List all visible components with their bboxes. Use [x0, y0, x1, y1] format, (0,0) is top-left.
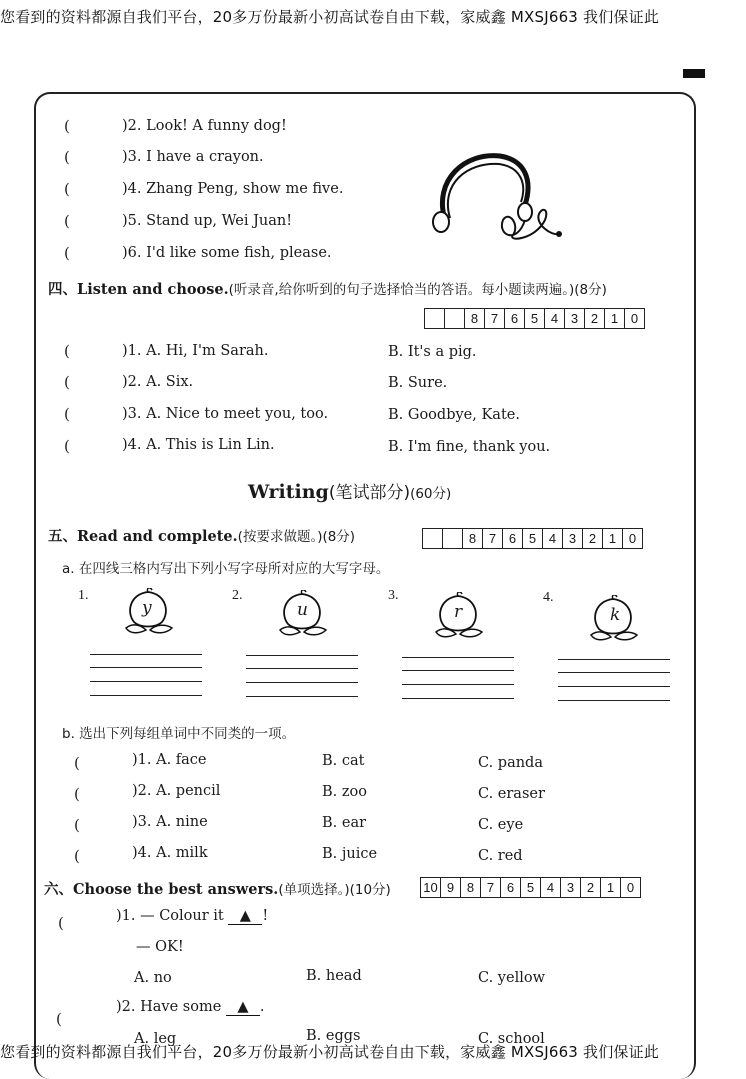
- score-cell: [422, 528, 443, 549]
- answer-paren[interactable]: (: [64, 342, 70, 360]
- score-cell: 3: [564, 308, 585, 329]
- score-cell: [442, 528, 463, 549]
- score-cell: 2: [580, 877, 601, 898]
- blank-triangle: ▲: [228, 908, 262, 925]
- answer-paren[interactable]: (: [64, 212, 70, 230]
- lowercase-letter: k: [610, 605, 621, 625]
- score-cell: 4: [544, 308, 565, 329]
- blank-triangle: ▲: [226, 999, 260, 1016]
- answer-paren[interactable]: (: [56, 1010, 62, 1028]
- section-heading: 五、Read and complete.: [48, 528, 238, 545]
- answer-paren[interactable]: (: [64, 180, 70, 198]
- score-cell: 1: [602, 528, 623, 549]
- score-box: [423, 528, 643, 548]
- option-a: )4. A. This is Lin Lin.: [122, 437, 275, 453]
- answer-paren[interactable]: (: [58, 914, 64, 932]
- writing-grid[interactable]: [558, 659, 670, 703]
- question-end: .: [259, 999, 265, 1015]
- score-cell: 3: [560, 877, 581, 898]
- score-cell: 1: [600, 877, 621, 898]
- answer-paren[interactable]: (: [64, 405, 70, 423]
- question-number: 4.: [543, 590, 554, 605]
- exam-frame: [34, 92, 696, 1079]
- reply-text: — OK!: [136, 939, 184, 955]
- score-cell: 2: [584, 308, 605, 329]
- option-a: )1. A. Hi, I'm Sarah.: [122, 343, 269, 359]
- option-b: B. cat: [322, 753, 365, 769]
- watermark-bottom: 您看到的资料都源自我们平台，20多万份最新小初高试卷自由下载，家威鑫 MXSJ663 我们保证此: [0, 1043, 660, 1061]
- option-a: )3. A. nine: [132, 814, 208, 830]
- writing-points: (60分): [410, 486, 452, 502]
- lowercase-letter: u: [297, 600, 308, 620]
- question-number: 1.: [78, 588, 89, 603]
- score-cell: [424, 308, 445, 329]
- answer-paren[interactable]: (: [64, 244, 70, 262]
- answer-paren[interactable]: (: [74, 816, 80, 834]
- answer-paren[interactable]: (: [74, 754, 80, 772]
- option-a: )2. A. Six.: [122, 374, 194, 390]
- list-item: )5. Stand up, Wei Juan!: [122, 213, 293, 229]
- score-cell: 9: [440, 877, 461, 898]
- option-a: )1. A. face: [132, 752, 207, 768]
- section-title-part5: [48, 525, 355, 546]
- option-a: A. leg: [134, 1031, 177, 1047]
- writing-grid[interactable]: [246, 655, 358, 699]
- section-heading: 六、Choose the best answers.: [44, 881, 279, 898]
- score-cell: [444, 308, 465, 329]
- option-c: C. yellow: [478, 970, 545, 986]
- option-b: B. Goodbye, Kate.: [388, 407, 520, 423]
- section-instruction: (单项选择。)(10分): [278, 882, 391, 898]
- question-2: [116, 999, 265, 1016]
- answer-paren[interactable]: (: [64, 117, 70, 135]
- score-cell: 0: [620, 877, 641, 898]
- score-cell: 5: [520, 877, 541, 898]
- list-item: )3. I have a crayon.: [122, 149, 264, 165]
- list-item: )6. I'd like some fish, please.: [122, 245, 332, 261]
- option-c: C. red: [478, 848, 523, 864]
- score-box: [421, 877, 641, 897]
- option-b: B. It's a pig.: [388, 344, 477, 360]
- score-cell: 10: [420, 877, 441, 898]
- writing-grid[interactable]: [90, 654, 202, 698]
- score-cell: 1: [604, 308, 625, 329]
- score-cell: 8: [462, 528, 483, 549]
- option-a: )4. A. milk: [132, 845, 208, 861]
- section-title-part4: [48, 278, 607, 299]
- section-heading: 四、Listen and choose.: [48, 281, 229, 298]
- option-c: C. eye: [478, 817, 524, 833]
- question-text: )2. Have some: [116, 999, 222, 1015]
- writing-grid[interactable]: [402, 657, 514, 701]
- option-b: B. I'm fine, thank you.: [388, 439, 551, 455]
- score-cell: 6: [500, 877, 521, 898]
- score-cell: 4: [540, 877, 561, 898]
- option-b: B. zoo: [322, 784, 367, 800]
- list-item: )4. Zhang Peng, show me five.: [122, 181, 344, 197]
- section-instruction: (按要求做题。)(8分): [237, 529, 356, 545]
- list-item: )2. Look! A funny dog!: [122, 118, 287, 134]
- option-c: C. panda: [478, 755, 543, 771]
- question-number: 3.: [388, 588, 399, 603]
- writing-subtitle: (笔试部分): [328, 483, 411, 503]
- score-cell: 6: [504, 308, 525, 329]
- answer-paren[interactable]: (: [64, 437, 70, 455]
- score-cell: 7: [484, 308, 505, 329]
- answer-paren[interactable]: (: [74, 847, 80, 865]
- option-b: B. ear: [322, 815, 367, 831]
- option-c: C. eraser: [478, 786, 545, 802]
- option-c: C. school: [478, 1031, 545, 1047]
- score-cell: 7: [482, 528, 503, 549]
- answer-paren[interactable]: (: [64, 148, 70, 166]
- page-corner-mark: [683, 69, 705, 78]
- question-number: 2.: [232, 588, 243, 603]
- option-b: B. eggs: [306, 1028, 361, 1044]
- section-instruction: (听录音,给你听到的句子选择恰当的答语。每小题读两遍。)(8分): [228, 282, 607, 298]
- instruction-b: b. 选出下列每组单词中不同类的一项。: [62, 726, 296, 742]
- writing-title: Writing: [248, 481, 329, 503]
- score-cell: 0: [622, 528, 643, 549]
- score-cell: 7: [480, 877, 501, 898]
- option-a: A. no: [134, 970, 172, 986]
- score-cell: 2: [582, 528, 603, 549]
- score-cell: 5: [524, 308, 545, 329]
- score-cell: 6: [502, 528, 523, 549]
- section-title-part6: [44, 878, 391, 899]
- score-cell: 3: [562, 528, 583, 549]
- option-b: B. head: [306, 968, 362, 984]
- option-a: )3. A. Nice to meet you, too.: [122, 406, 329, 422]
- answer-paren[interactable]: (: [74, 785, 80, 803]
- lowercase-letter: y: [142, 598, 152, 618]
- instruction-a: a. 在四线三格内写出下列小写字母所对应的大写字母。: [62, 561, 390, 577]
- score-box: [425, 308, 645, 328]
- option-a: )2. A. pencil: [132, 783, 221, 799]
- lowercase-letter: r: [454, 602, 463, 622]
- question-text: )1. — Colour it: [116, 908, 224, 924]
- writing-heading: [248, 478, 451, 503]
- score-cell: 8: [464, 308, 485, 329]
- score-cell: 0: [624, 308, 645, 329]
- score-cell: 4: [542, 528, 563, 549]
- option-b: B. juice: [322, 846, 378, 862]
- headphones-icon: [425, 150, 565, 245]
- watermark-top: 您看到的资料都源自我们平台，20多万份最新小初高试卷自由下载，家威鑫 MXSJ663 我们保证此: [0, 8, 660, 26]
- question-1: [116, 908, 268, 925]
- score-cell: 5: [522, 528, 543, 549]
- question-end: !: [262, 908, 269, 924]
- answer-paren[interactable]: (: [64, 373, 70, 391]
- score-cell: 8: [460, 877, 481, 898]
- option-b: B. Sure.: [388, 375, 448, 391]
